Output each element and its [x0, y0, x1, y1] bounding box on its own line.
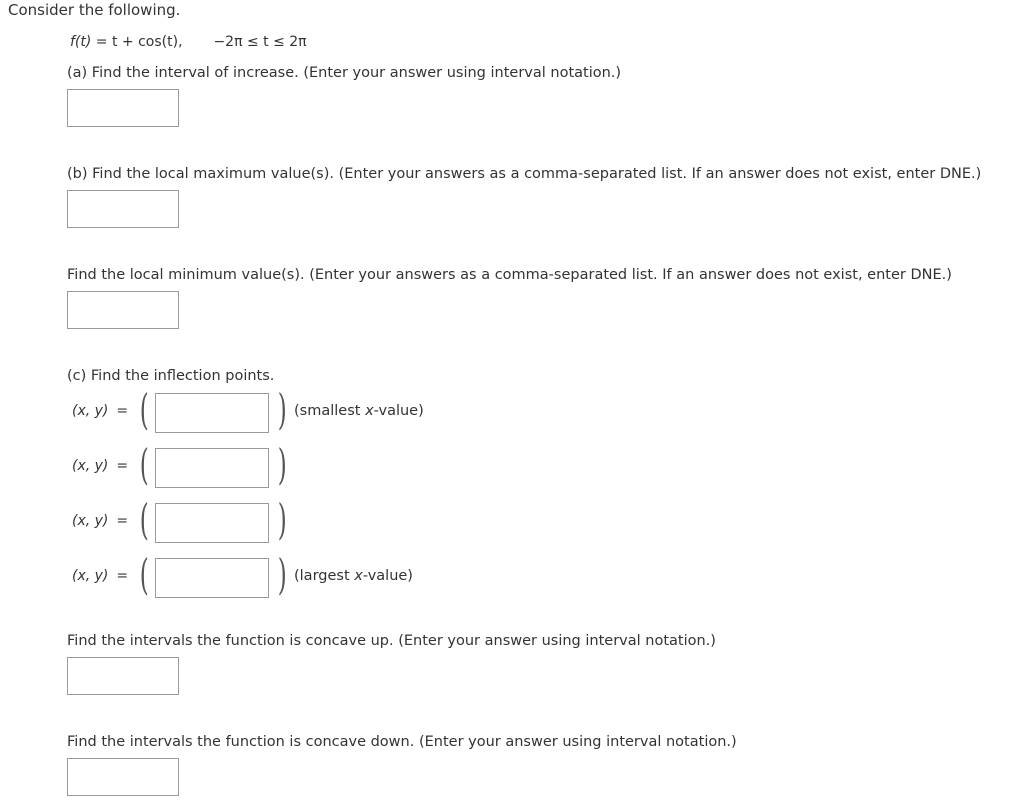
smallest-x-note: (smallest x-value) — [294, 403, 424, 419]
concave-up-prompt: Find the intervals the function is concave up. (Enter your answer using interval notation.) — [67, 633, 716, 649]
close-paren: ) — [277, 440, 287, 489]
close-paren: ) — [277, 385, 287, 434]
open-paren: ( — [139, 495, 149, 544]
inflection-point-4-input[interactable] — [155, 558, 269, 598]
intro-text: Consider the following. — [8, 1, 181, 19]
open-paren: ( — [139, 385, 149, 434]
concave-up-input[interactable] — [67, 657, 179, 695]
part-b-min-prompt: Find the local minimum value(s). (Enter your answers as a comma-separated list. If an answer does not exist, enter DNE.) — [67, 267, 952, 283]
inflection-point-2-input[interactable] — [155, 448, 269, 488]
part-b-max-prompt: (b) Find the local maximum value(s). (Enter your answers as a comma-separated list. If an answer does not exist, enter DNE.) — [67, 166, 982, 182]
xy-label: (x, y) = — [72, 513, 129, 529]
largest-x-note: (largest x-value) — [294, 568, 413, 584]
part-c-prompt: (c) Find the inflection points. — [67, 368, 275, 384]
function-lhs: f(t) — [70, 34, 92, 50]
close-paren: ) — [277, 495, 287, 544]
concave-down-prompt: Find the intervals the function is concave down. (Enter your answer using interval notation.) — [67, 734, 737, 750]
inflection-point-1-input[interactable] — [155, 393, 269, 433]
xy-label: (x, y) = — [72, 568, 129, 584]
xy-label: (x, y) = — [72, 458, 129, 474]
function-rhs: = t + cos(t), — [95, 34, 183, 50]
close-paren: ) — [277, 550, 287, 599]
concave-down-input[interactable] — [67, 758, 179, 796]
xy-label: (x, y) = — [72, 403, 129, 419]
open-paren: ( — [139, 550, 149, 599]
local-max-input[interactable] — [67, 190, 179, 228]
local-min-input[interactable] — [67, 291, 179, 329]
open-paren: ( — [139, 440, 149, 489]
inflection-point-3-input[interactable] — [155, 503, 269, 543]
interval-increase-input[interactable] — [67, 89, 179, 127]
function-domain: −2π ≤ t ≤ 2π — [213, 34, 307, 50]
part-a-prompt: (a) Find the interval of increase. (Enter your answer using interval notation.) — [67, 65, 622, 81]
function-definition — [70, 34, 307, 50]
